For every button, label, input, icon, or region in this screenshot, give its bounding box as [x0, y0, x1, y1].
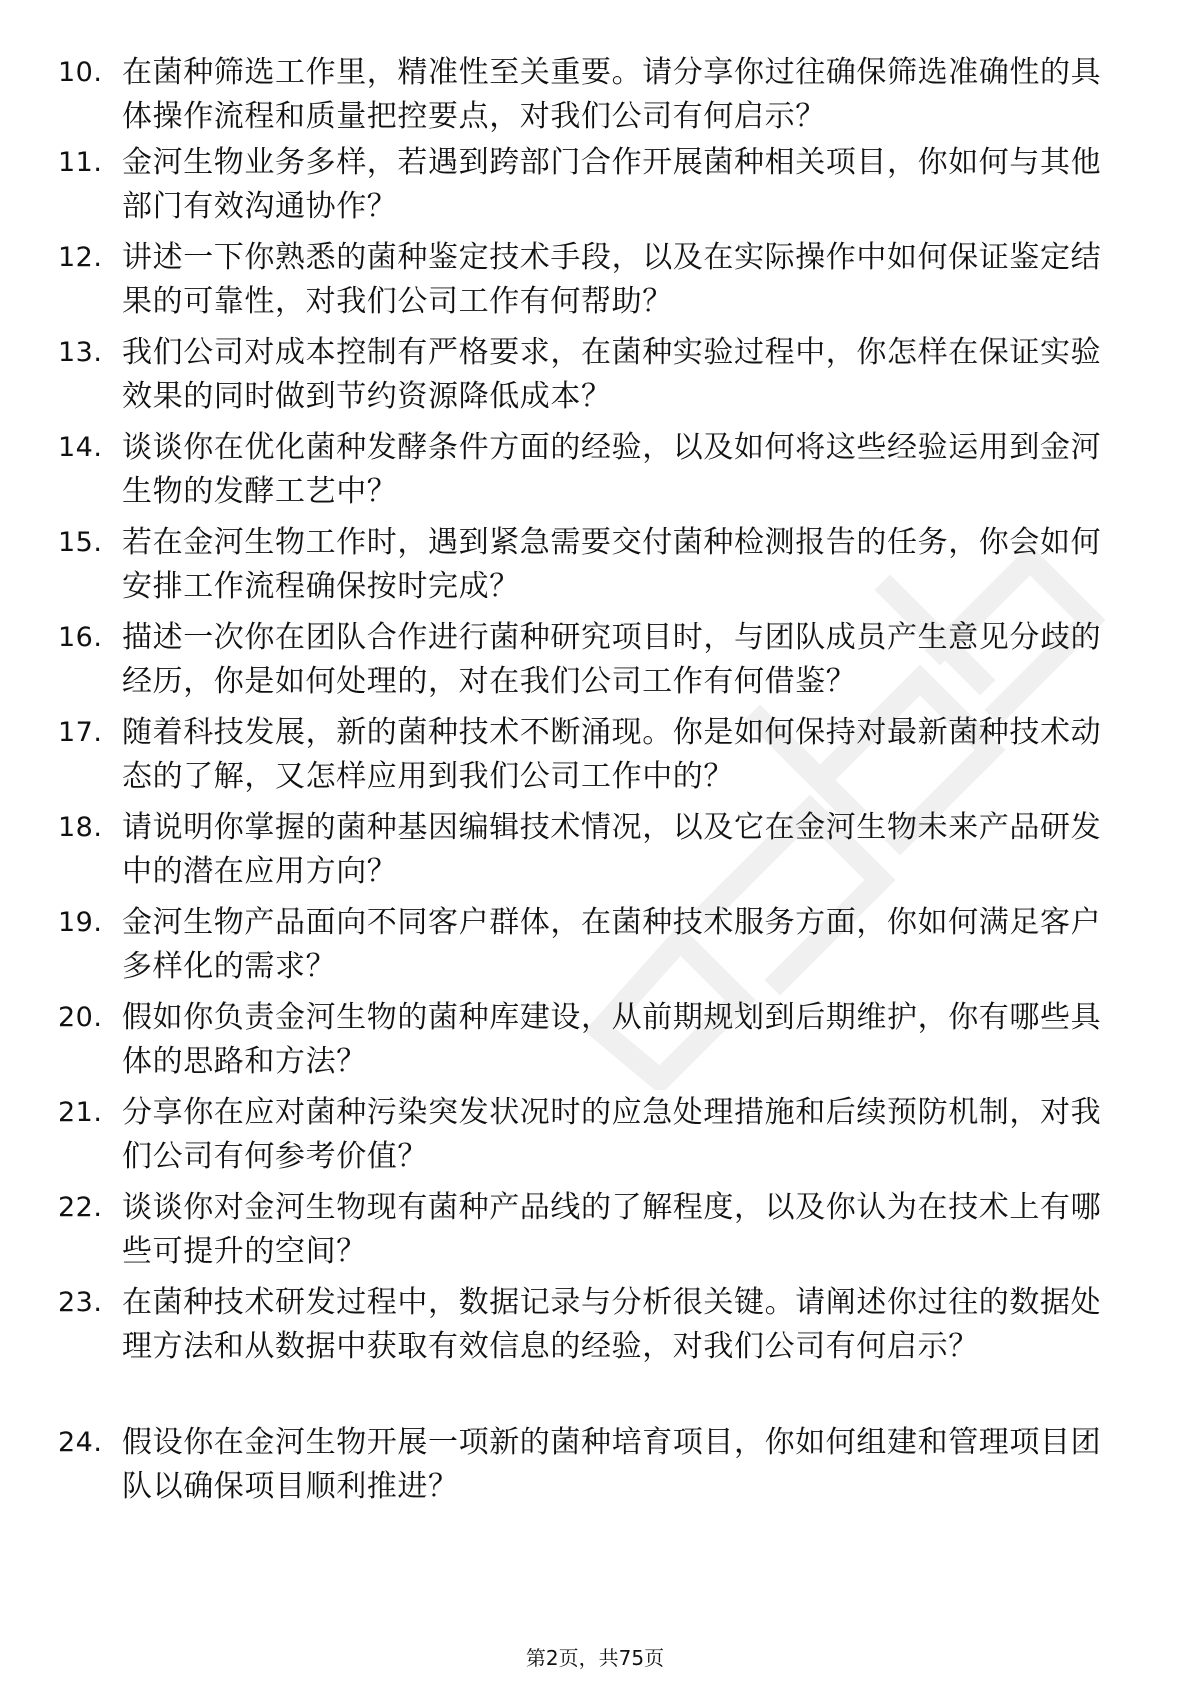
- question-text: 谈谈你对金河生物现有菌种产品线的了解程度，以及你认为在技术上有哪些可提升的空间？: [122, 1190, 1102, 1269]
- question-number: 17.: [58, 717, 103, 748]
- question-number: 20.: [58, 1002, 103, 1033]
- question-number: 16.: [58, 622, 103, 653]
- question-text: 假如你负责金河生物的菌种库建设，从前期规划到后期维护，你有哪些具体的思路和方法？: [122, 1000, 1102, 1079]
- question-number: 21.: [58, 1097, 103, 1128]
- question-text: 讲述一下你熟悉的菌种鉴定技术手段，以及在实际操作中如何保证鉴定结果的可靠性，对我们公司工作有何帮助？: [122, 240, 1102, 319]
- question-text: 金河生物业务多样，若遇到跨部门合作开展菌种相关项目，你如何与其他部门有效沟通协作？: [122, 145, 1102, 224]
- question-number: 14.: [58, 432, 103, 463]
- question-number: 22.: [58, 1192, 103, 1223]
- question-number: 11.: [58, 147, 103, 178]
- question-text: 谈谈你在优化菌种发酵条件方面的经验，以及如何将这些经验运用到金河生物的发酵工艺中？: [122, 430, 1102, 509]
- question-number: 12.: [58, 242, 103, 273]
- question-text: 我们公司对成本控制有严格要求，在菌种实验过程中，你怎样在保证实验效果的同时做到节约资源降低成本？: [122, 335, 1102, 414]
- question-text: 描述一次你在团队合作进行菌种研究项目时，与团队成员产生意见分歧的经历，你是如何处理的，对在我们公司工作有何借鉴？: [122, 620, 1102, 699]
- question-text: 若在金河生物工作时，遇到紧急需要交付菌种检测报告的任务，你会如何安排工作流程确保按时完成？: [122, 525, 1102, 604]
- question-number: 24.: [58, 1427, 103, 1458]
- question-number: 18.: [58, 812, 103, 843]
- question-text: 分享你在应对菌种污染突发状况时的应急处理措施和后续预防机制，对我们公司有何参考价值？: [122, 1095, 1102, 1174]
- question-number: 23.: [58, 1287, 103, 1318]
- question-text: 随着科技发展，新的菌种技术不断涌现。你是如何保持对最新菌种技术动态的了解，又怎样应用到我们公司工作中的？: [122, 715, 1102, 794]
- question-number: 19.: [58, 907, 103, 938]
- question-text: 在菌种筛选工作里，精准性至关重要。请分享你过往确保筛选准确性的具体操作流程和质量把控要点，对我们公司有何启示？: [122, 55, 1102, 134]
- question-number: 10.: [58, 57, 103, 88]
- question-text: 假设你在金河生物开展一项新的菌种培育项目，你如何组建和管理项目团队以确保项目顺利推进？: [122, 1425, 1102, 1504]
- page-footer: [0, 1644, 1190, 1672]
- question-number: 13.: [58, 337, 103, 368]
- question-text: 在菌种技术研发过程中，数据记录与分析很关键。请阐述你过往的数据处理方法和从数据中获取有效信息的经验，对我们公司有何启示？: [122, 1285, 1102, 1364]
- page-number: 第2页，共75页: [525, 1646, 665, 1670]
- question-text: 请说明你掌握的菌种基因编辑技术情况，以及它在金河生物未来产品研发中的潜在应用方向？: [122, 810, 1102, 889]
- question-number: 15.: [58, 527, 103, 558]
- question-text: 金河生物产品面向不同客户群体，在菌种技术服务方面，你如何满足客户多样化的需求？: [122, 905, 1102, 984]
